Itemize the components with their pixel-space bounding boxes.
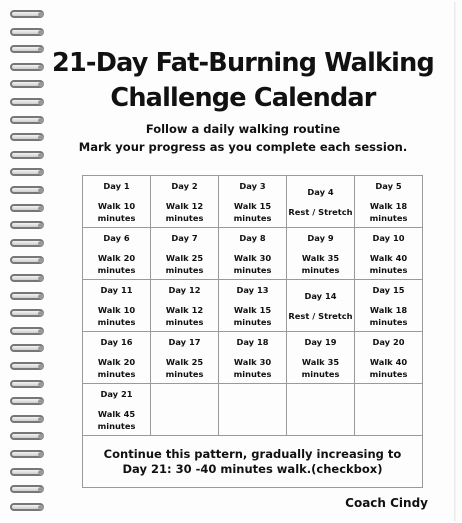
day-cell[interactable]	[151, 228, 219, 280]
calendar-week-row	[83, 332, 423, 384]
day-activity: Walk 30 minutes	[233, 252, 272, 275]
spiral-coil	[8, 204, 46, 213]
day-cell[interactable]	[219, 280, 287, 332]
calendar-grid	[82, 175, 423, 488]
spiral-coil	[8, 186, 46, 195]
day-cell[interactable]	[355, 384, 423, 436]
page-edge	[454, 2, 456, 521]
day-cell[interactable]	[355, 228, 423, 280]
day-label: Day 21	[100, 388, 133, 399]
calendar-footer-note: Continue this pattern, gradually increasing to Day 21: 30 -40 minutes walk.(checkbox)	[83, 436, 423, 488]
day-label: Day 12	[168, 284, 201, 295]
day-cell[interactable]	[83, 384, 151, 436]
day-cell[interactable]	[287, 280, 355, 332]
spiral-coil	[8, 133, 46, 142]
spiral-coil	[8, 168, 46, 177]
day-label: Day 3	[239, 180, 266, 191]
day-activity: Walk 20 minutes	[97, 356, 136, 379]
day-cell[interactable]	[287, 176, 355, 228]
day-label: Day 20	[372, 336, 405, 347]
day-label: Day 6	[103, 232, 130, 243]
spiral-binding	[8, 10, 48, 520]
spiral-coil	[8, 432, 46, 441]
spiral-coil	[8, 327, 46, 336]
day-cell[interactable]	[83, 332, 151, 384]
calendar-week-row	[83, 384, 423, 436]
day-label: Day 5	[375, 180, 402, 191]
spiral-coil	[8, 450, 46, 459]
day-label: Day 1	[103, 180, 130, 191]
day-activity: Walk 20 minutes	[97, 252, 136, 275]
day-cell[interactable]	[219, 384, 287, 436]
spiral-coil	[8, 309, 46, 318]
spiral-coil	[8, 397, 46, 406]
day-label: Day 11	[100, 284, 133, 295]
spiral-coil	[8, 80, 46, 89]
spiral-coil	[8, 485, 46, 494]
title-line-2: Challenge Calendar	[110, 83, 376, 113]
day-activity: Walk 12 minutes	[165, 304, 204, 327]
day-label: Day 13	[236, 284, 269, 295]
day-cell[interactable]	[355, 176, 423, 228]
day-label: Day 7	[171, 232, 198, 243]
calendar-week-row	[83, 176, 423, 228]
subtitle-line-1: Follow a daily walking routine	[145, 122, 341, 136]
day-cell[interactable]	[287, 384, 355, 436]
page-title	[48, 46, 438, 116]
day-activity: Walk 35 minutes	[301, 252, 340, 275]
day-activity: Walk 30 minutes	[233, 356, 272, 379]
day-activity: Walk 15 minutes	[233, 304, 272, 327]
day-label: Day 4	[307, 186, 334, 197]
day-activity: Rest / Stretch	[288, 310, 353, 321]
day-label: Day 10	[372, 232, 405, 243]
spiral-coil	[8, 45, 46, 54]
day-label: Day 16	[100, 336, 133, 347]
day-cell[interactable]	[83, 280, 151, 332]
day-activity: Walk 45 minutes	[97, 408, 136, 431]
day-activity: Rest / Stretch	[288, 206, 353, 217]
day-activity: Walk 40 minutes	[369, 356, 408, 379]
day-activity: Walk 18 minutes	[369, 200, 408, 223]
spiral-coil	[8, 380, 46, 389]
day-label: Day 14	[304, 290, 337, 301]
day-cell[interactable]	[219, 176, 287, 228]
signature: Coach Cindy	[345, 496, 428, 510]
day-cell[interactable]	[219, 228, 287, 280]
calendar-week-row	[83, 280, 423, 332]
spiral-coil	[8, 221, 46, 230]
calendar-week-row	[83, 228, 423, 280]
day-activity: Walk 10 minutes	[97, 304, 136, 327]
day-label: Day 8	[239, 232, 266, 243]
day-label: Day 15	[372, 284, 405, 295]
spiral-coil	[8, 292, 46, 301]
calendar-footer-row	[83, 436, 423, 488]
day-cell[interactable]	[83, 176, 151, 228]
day-cell[interactable]	[151, 384, 219, 436]
day-label: Day 19	[304, 336, 337, 347]
spiral-coil	[8, 239, 46, 248]
day-activity: Walk 18 minutes	[369, 304, 408, 327]
day-activity: Walk 15 minutes	[233, 200, 272, 223]
spiral-coil	[8, 362, 46, 371]
day-activity: Walk 40 minutes	[369, 252, 408, 275]
day-cell[interactable]	[219, 332, 287, 384]
day-activity: Walk 25 minutes	[165, 356, 204, 379]
spiral-coil	[8, 344, 46, 353]
spiral-coil	[8, 10, 46, 19]
spiral-coil	[8, 28, 46, 37]
spiral-coil	[8, 151, 46, 160]
day-label: Day 17	[168, 336, 201, 347]
subtitle-line-2: Mark your progress as you complete each session.	[78, 140, 408, 154]
day-cell[interactable]	[355, 280, 423, 332]
day-cell[interactable]	[151, 176, 219, 228]
day-cell[interactable]	[151, 332, 219, 384]
day-cell[interactable]	[151, 280, 219, 332]
title-line-1: 21-Day Fat-Burning Walking	[52, 48, 434, 78]
spiral-coil	[8, 256, 46, 265]
spiral-coil	[8, 468, 46, 477]
day-label: Day 2	[171, 180, 198, 191]
day-activity: Walk 12 minutes	[165, 200, 204, 223]
spiral-coil	[8, 63, 46, 72]
spiral-coil	[8, 503, 46, 512]
day-label: Day 9	[307, 232, 334, 243]
day-cell[interactable]	[83, 228, 151, 280]
spiral-coil	[8, 274, 46, 283]
day-label: Day 18	[236, 336, 269, 347]
day-activity: Walk 35 minutes	[301, 356, 340, 379]
day-activity: Walk 25 minutes	[165, 252, 204, 275]
day-cell[interactable]	[287, 228, 355, 280]
day-cell[interactable]	[355, 332, 423, 384]
spiral-coil	[8, 415, 46, 424]
spiral-coil	[8, 116, 46, 125]
day-cell[interactable]	[287, 332, 355, 384]
spiral-coil	[8, 98, 46, 107]
day-activity: Walk 10 minutes	[97, 200, 136, 223]
